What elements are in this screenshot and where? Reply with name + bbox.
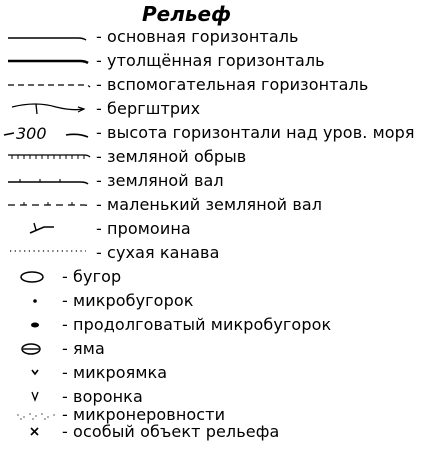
legend-row-small-earth-bank	[0, 195, 441, 219]
legend-row-earth-bank	[0, 171, 441, 195]
legend-row-bergstrich	[0, 99, 441, 123]
legend-label: - микронеровности	[62, 405, 226, 424]
legend-row-thick-contour	[0, 51, 441, 75]
legend-label: - продолговатый микробугорок	[62, 315, 332, 334]
legend-row-earth-cliff	[0, 147, 441, 171]
legend-label: - микробугорок	[62, 291, 194, 310]
legend-row-auxiliary-contour	[0, 75, 441, 99]
legend-row-special-feature	[0, 421, 441, 445]
legend-label: - основная горизонталь	[96, 27, 299, 46]
legend-label: - вспомогательная горизонталь	[96, 75, 369, 94]
legend-row-micro-pit	[0, 363, 441, 387]
legend-label: - бергштрих	[96, 99, 201, 118]
legend-label: - маленький земляной вал	[96, 195, 323, 214]
legend-label: - промоина	[96, 219, 191, 238]
elevation-value: 300	[16, 124, 47, 143]
legend-row-main-contour	[0, 27, 441, 51]
legend-label: - особый объект рельефа	[62, 422, 280, 441]
legend-label: - утолщённая горизонталь	[96, 51, 325, 70]
legend-label: - микроямка	[62, 363, 168, 382]
legend-row-elongated-micro-knoll	[0, 315, 441, 339]
legend-label: - сухая канава	[96, 243, 220, 262]
legend-row-pit	[0, 339, 441, 363]
legend-label: - высота горизонтали над уров. моря	[96, 123, 415, 142]
legend-label: - яма	[62, 339, 105, 358]
legend-title: Рельеф	[142, 2, 231, 26]
legend-row-micro-knoll	[0, 291, 441, 315]
legend-row-gully	[0, 219, 441, 243]
legend-label: - бугор	[62, 267, 122, 286]
legend-row-elevation-label	[0, 123, 441, 147]
legend-row-knoll	[0, 267, 441, 291]
legend-label: - воронка	[62, 387, 143, 406]
legend-row-dry-ditch	[0, 243, 441, 267]
legend-label: - земляной вал	[96, 171, 224, 190]
legend-label: - земляной обрыв	[96, 147, 247, 166]
